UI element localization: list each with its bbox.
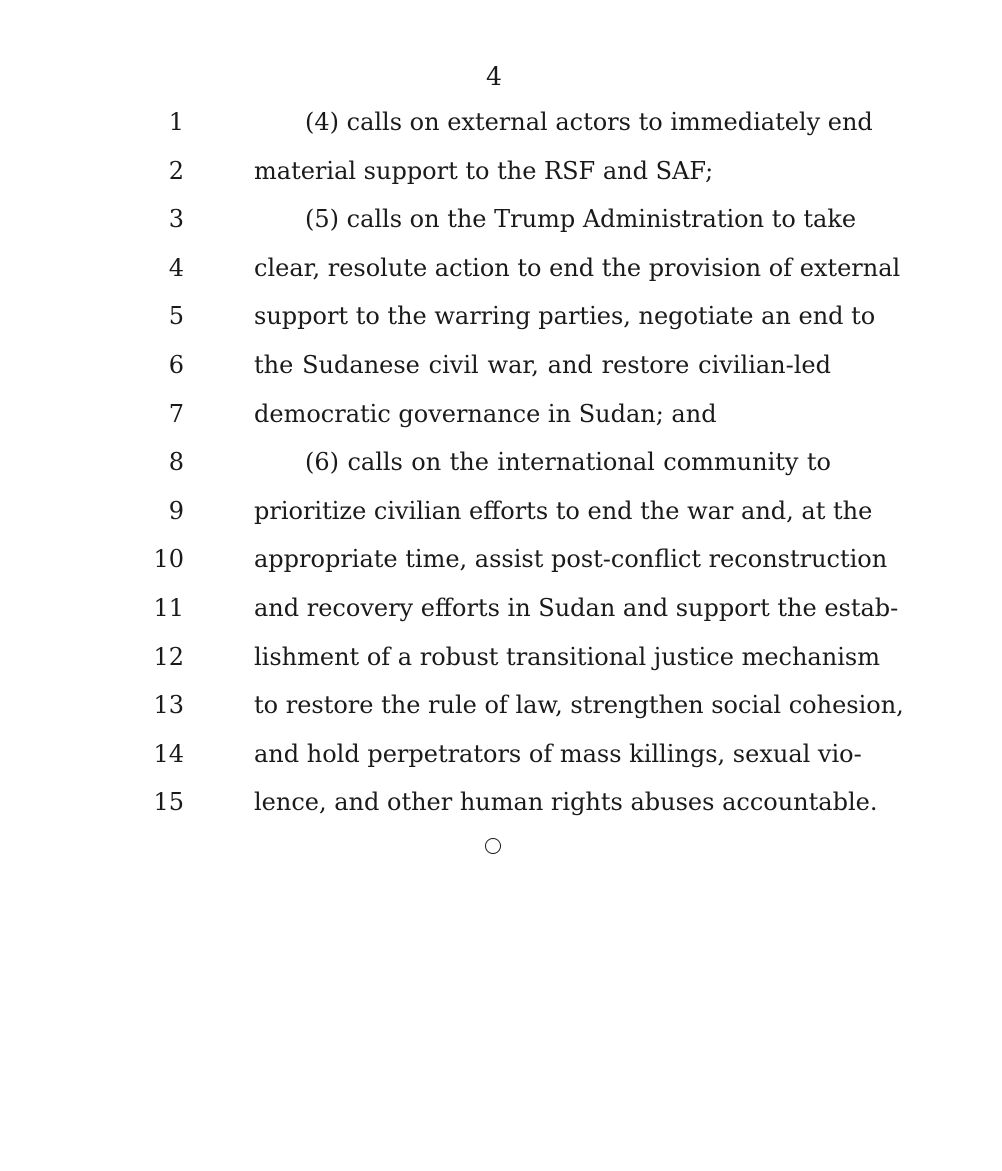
end-of-document-circle-icon bbox=[485, 838, 501, 854]
line-text: prioritize civilian efforts to end the war and, at the bbox=[254, 496, 873, 525]
line-number: 13 bbox=[153, 691, 184, 720]
line-number: 6 bbox=[168, 350, 184, 379]
line-text: lence, and other human rights abuses accountable. bbox=[254, 788, 878, 817]
line-number: 15 bbox=[153, 788, 184, 817]
line-2 bbox=[0, 147, 1002, 196]
line-4 bbox=[0, 244, 1002, 293]
line-text: clear, resolute action to end the provision of external bbox=[254, 253, 901, 282]
line-10 bbox=[0, 535, 1002, 584]
line-text: (4) calls on external actors to immediately end bbox=[305, 108, 873, 136]
line-text: (5) calls on the Trump Administration to take bbox=[305, 205, 857, 234]
line-8 bbox=[0, 438, 1002, 487]
line-number: 4 bbox=[168, 253, 184, 282]
line-text: the Sudanese civil war, and restore civilian-led bbox=[254, 350, 831, 379]
line-text: democratic governance in Sudan; and bbox=[254, 399, 717, 428]
line-text: (6) calls on the international community to bbox=[305, 448, 831, 477]
line-number: 7 bbox=[168, 399, 184, 428]
line-number: 1 bbox=[168, 108, 184, 136]
line-9 bbox=[0, 487, 1002, 536]
line-text: to restore the rule of law, strengthen social cohesion, bbox=[254, 691, 904, 720]
line-3 bbox=[0, 195, 1002, 244]
line-12 bbox=[0, 633, 1002, 682]
line-number: 11 bbox=[153, 593, 184, 622]
line-text: support to the warring parties, negotiate an end to bbox=[254, 302, 876, 331]
line-6 bbox=[0, 341, 1002, 390]
line-7 bbox=[0, 390, 1002, 439]
line-number: 12 bbox=[153, 642, 184, 671]
line-number: 2 bbox=[168, 156, 184, 185]
line-1 bbox=[0, 98, 1002, 147]
line-text: and recovery efforts in Sudan and support the estab- bbox=[254, 593, 899, 622]
line-5 bbox=[0, 292, 1002, 341]
line-text: appropriate time, assist post-conflict reconstruction bbox=[254, 545, 888, 574]
line-number: 9 bbox=[168, 496, 184, 525]
bill-text bbox=[0, 98, 1002, 827]
line-15 bbox=[0, 778, 1002, 827]
page-number: 4 bbox=[486, 62, 502, 91]
line-number: 14 bbox=[153, 739, 184, 768]
line-number: 3 bbox=[168, 205, 184, 234]
line-13 bbox=[0, 681, 1002, 730]
line-text: and hold perpetrators of mass killings, sexual vio- bbox=[254, 739, 862, 768]
line-text: material support to the RSF and SAF; bbox=[254, 156, 714, 185]
line-number: 5 bbox=[168, 302, 184, 331]
line-text: lishment of a robust transitional justice mechanism bbox=[254, 642, 880, 671]
line-14 bbox=[0, 730, 1002, 779]
line-number: 10 bbox=[153, 545, 184, 574]
line-11 bbox=[0, 584, 1002, 633]
line-number: 8 bbox=[168, 448, 184, 477]
